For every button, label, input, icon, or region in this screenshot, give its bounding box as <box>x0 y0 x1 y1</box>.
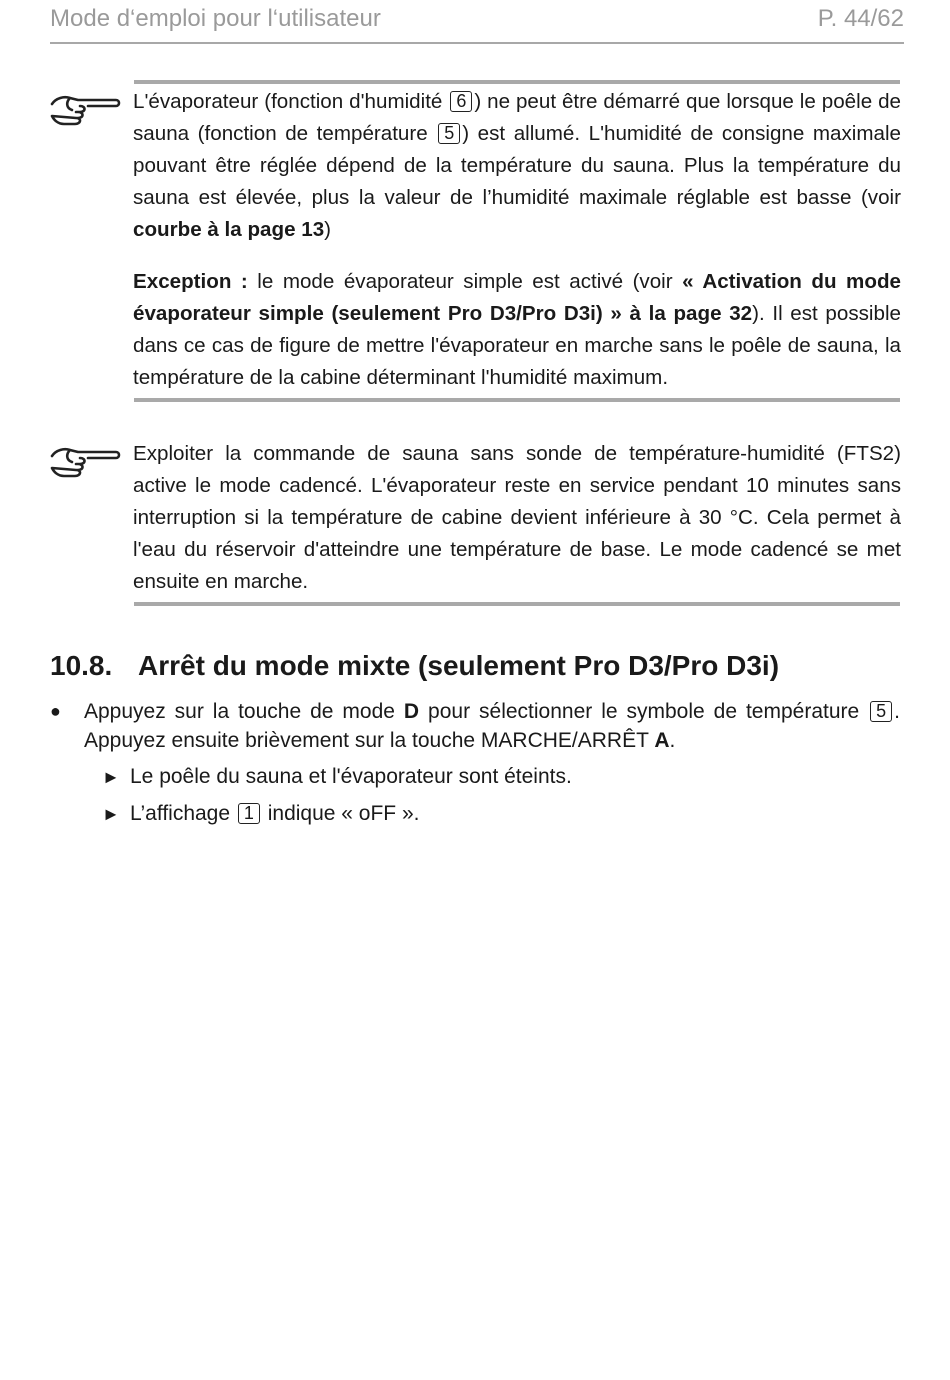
note-1-text <box>133 86 901 394</box>
instruction-text: Appuyez sur la touche de mode D pour sélectionner le symbole de température 5 . Appuyez ensuite brièvement sur la touche MARCHE/ARRÊT A. <box>84 700 900 752</box>
section-number: 10.8. <box>50 650 113 681</box>
page-header <box>50 0 904 44</box>
display-ref-1: 1 <box>238 803 260 824</box>
exception-label: Exception : <box>133 270 248 293</box>
document-title: Mode d‘emploi pour l‘utilisateur <box>50 5 381 32</box>
note-rule-bottom <box>134 602 900 606</box>
pointing-hand-icon <box>50 90 122 130</box>
on-off-key-a: A <box>654 729 670 752</box>
note-1-paragraph-1: L'évaporateur (fonction d'humidité 6 ) ne peut être démarré que lorsque le poêle de sauna (fonction de température 5 ) est allumé. L'humidité de consigne maximale pouvant être réglée dépend de la température du sauna. Plus la température du sauna est élevée, plus la valeur de l’humidité maximale réglable est basse (voir courbe à la page 13) <box>133 90 901 241</box>
note-block-2 <box>50 432 900 612</box>
note-2-paragraph: Exploiter la commande de sauna sans sonde de température-humidité (FTS2) active le mode cadencé. L'évaporateur reste en service pendant 10 minutes sans interruption si la température de cabine devient inférieure à 30 °C. Cela permet à l'eau du réservoir d'atteindre une température de base. Le mode cadencé se met ensuite en marche. <box>133 442 901 593</box>
page-32-reference: « Activation du mode évaporateur simple (seulement Pro D3/Pro D3i) » à la page 32 <box>133 270 901 325</box>
note-block-1 <box>50 80 900 410</box>
pointing-hand-icon <box>50 442 122 482</box>
result-item: ► Le poêle du sauna et l'évaporateur sont éteints. <box>102 762 572 792</box>
mode-key-d: D <box>403 700 420 723</box>
instruction-bullet <box>50 697 900 755</box>
arrow-right-icon: ► <box>102 767 120 787</box>
note-2-text <box>133 438 901 598</box>
display-ref-6: 6 <box>450 91 472 112</box>
display-ref-5: 5 <box>438 123 460 144</box>
note-rule-bottom <box>134 398 900 402</box>
section-title: Arrêt du mode mixte (seulement Pro D3/Pro D3i) <box>138 650 780 681</box>
result-item: ► L’affichage 1 indique « oFF ». <box>102 799 419 829</box>
bullet-dot-icon: ● <box>50 701 61 721</box>
page-13-reference: courbe à la page 13 <box>133 218 325 241</box>
display-ref-5: 5 <box>870 701 892 722</box>
arrow-right-icon: ► <box>102 804 120 824</box>
note-rule-top <box>134 80 900 84</box>
page-number: P. 44/62 <box>817 5 904 32</box>
section-heading <box>50 646 910 686</box>
note-1-paragraph-2: Exception : le mode évaporateur simple est activé (voir « Activation du mode évaporateur simple (seulement Pro D3/Pro D3i) » à la page 32). Il est possible dans ce cas de figure de mettre l'évaporateur en marche sans le poêle de sauna, la température de la cabine déterminant l'humidité maximum. <box>133 270 901 389</box>
